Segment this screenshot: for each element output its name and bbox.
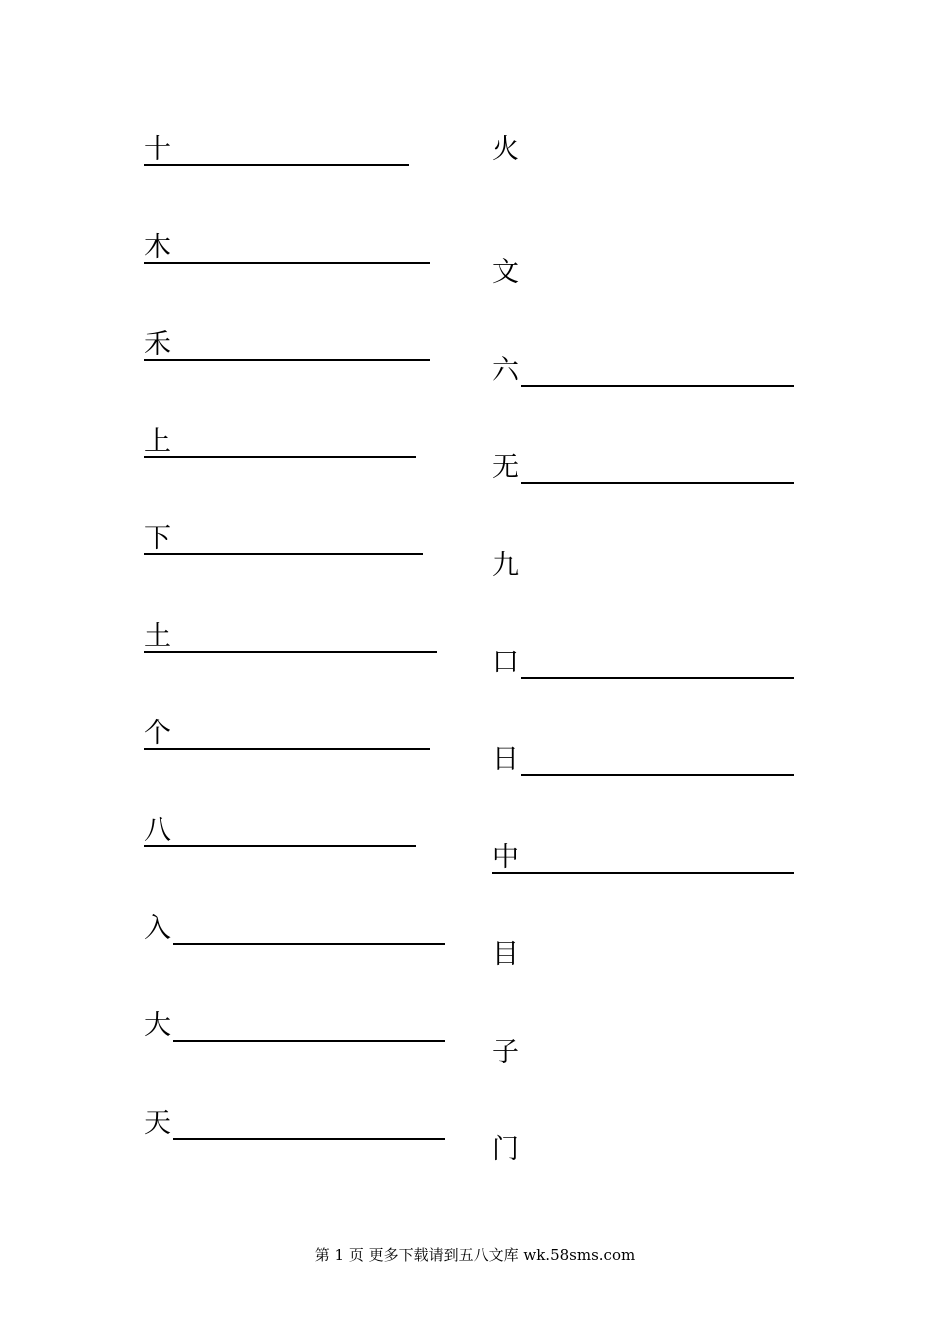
- character: 文: [492, 257, 519, 288]
- character: 上: [144, 426, 171, 457]
- left-item: [144, 134, 409, 168]
- right-item: [492, 647, 794, 681]
- character: 入: [144, 913, 171, 944]
- writing-line: [521, 385, 794, 387]
- right-item: [492, 842, 794, 876]
- character: 六: [492, 355, 519, 386]
- writing-line: [521, 482, 794, 484]
- right-item: [492, 939, 532, 973]
- left-item: [144, 815, 416, 849]
- character: 目: [492, 939, 519, 970]
- left-item: [144, 718, 430, 752]
- character: 个: [144, 718, 171, 749]
- character: 日: [492, 744, 519, 775]
- character: 下: [144, 523, 171, 554]
- writing-line: [144, 262, 430, 264]
- left-item: [144, 426, 416, 460]
- character: 大: [144, 1010, 171, 1041]
- left-item: [144, 913, 445, 947]
- writing-line: [144, 456, 416, 458]
- left-item: [144, 1010, 445, 1044]
- writing-line: [144, 748, 430, 750]
- writing-line: [144, 359, 430, 361]
- character: 土: [144, 621, 171, 652]
- left-item: [144, 621, 437, 655]
- writing-line: [173, 1138, 445, 1140]
- character: 无: [492, 452, 519, 483]
- character: 木: [144, 232, 171, 263]
- page-footer: 第 1 页 更多下载请到五八文库 wk.58sms.com: [314, 1246, 636, 1264]
- character: 天: [144, 1108, 171, 1139]
- character: 九: [492, 550, 519, 581]
- writing-line: [173, 943, 445, 945]
- right-item: [492, 134, 532, 168]
- right-item: [492, 355, 794, 389]
- character: 火: [492, 134, 519, 165]
- right-item: [492, 1037, 532, 1071]
- character: 口: [492, 647, 519, 678]
- writing-line: [521, 774, 794, 776]
- right-item: [492, 550, 532, 584]
- right-item: [492, 1134, 532, 1168]
- left-item: [144, 1108, 445, 1142]
- character: 禾: [144, 329, 171, 360]
- writing-line: [521, 677, 794, 679]
- character: 十: [144, 134, 171, 165]
- right-item: [492, 257, 532, 291]
- character: 门: [492, 1134, 519, 1165]
- writing-line: [144, 553, 423, 555]
- left-item: [144, 523, 423, 557]
- writing-line: [144, 651, 437, 653]
- writing-line: [173, 1040, 445, 1042]
- writing-line: [492, 872, 794, 874]
- left-item: [144, 329, 430, 363]
- character: 中: [492, 842, 519, 873]
- writing-line: [144, 845, 416, 847]
- writing-line: [144, 164, 409, 166]
- character: 子: [492, 1037, 519, 1068]
- right-item: [492, 744, 794, 778]
- left-item: [144, 232, 430, 266]
- character: 八: [144, 815, 171, 846]
- right-item: [492, 452, 794, 486]
